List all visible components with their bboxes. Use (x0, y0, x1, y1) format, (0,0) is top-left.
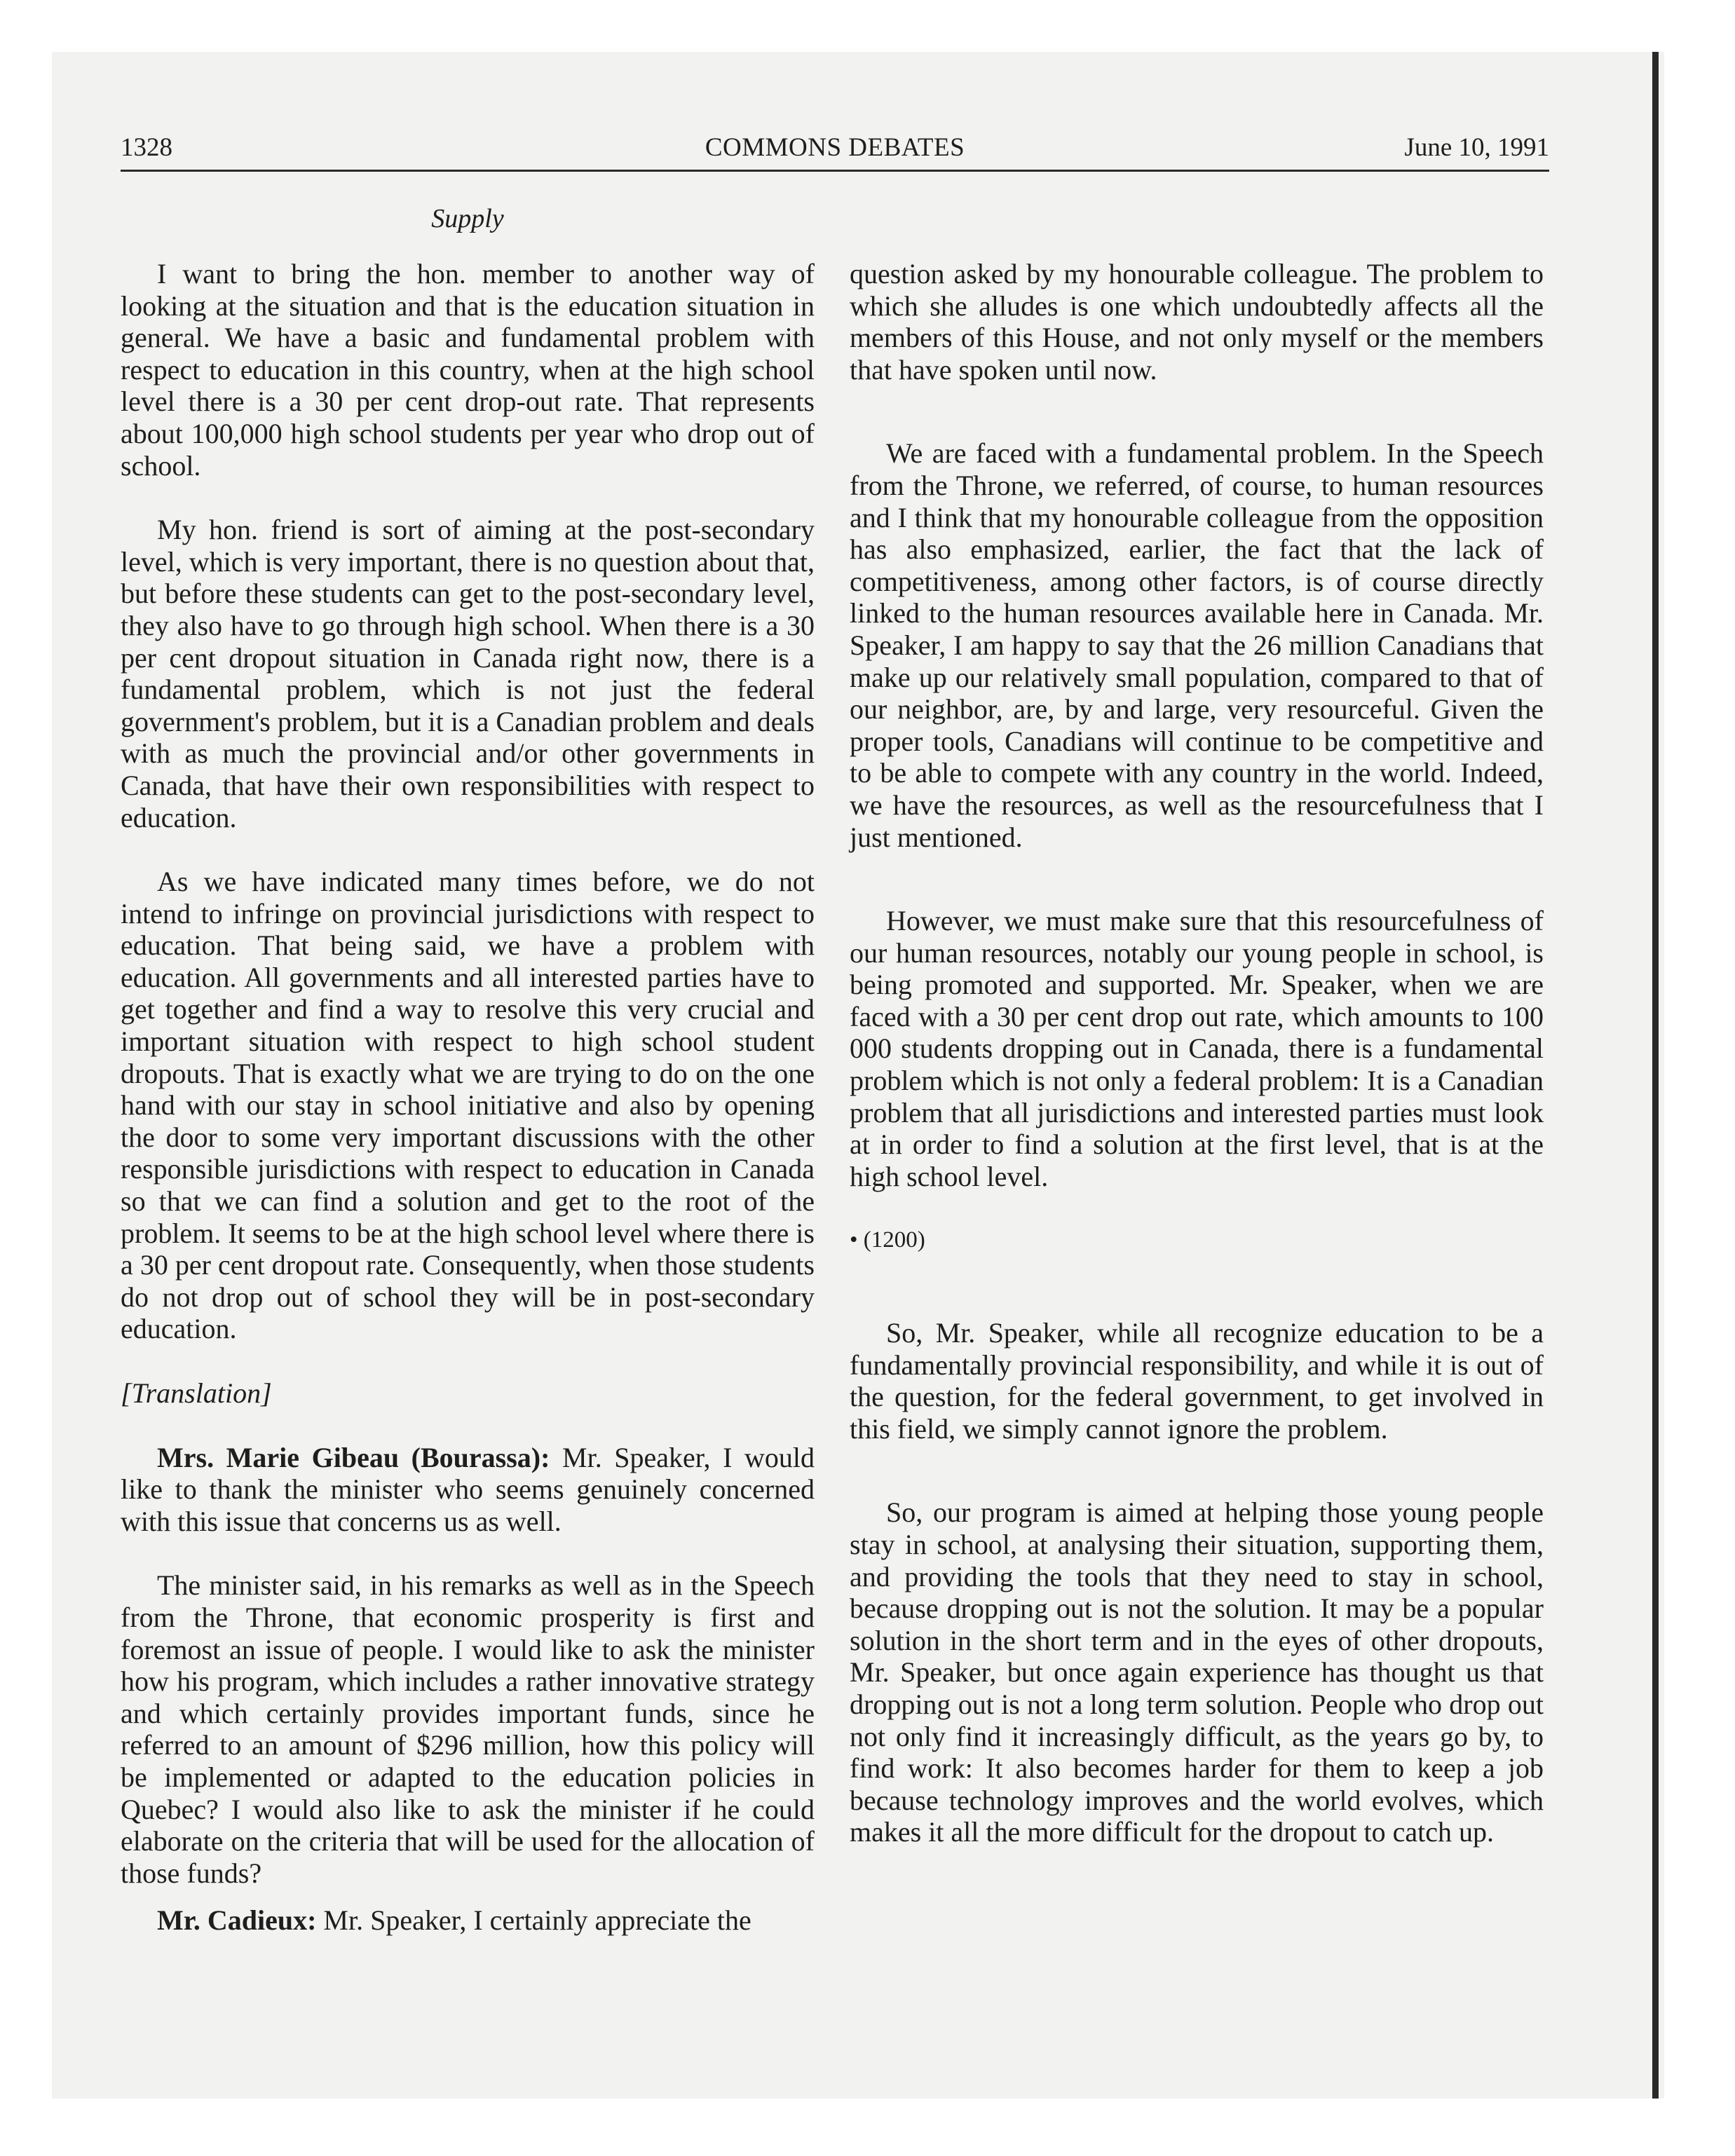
paragraph: I want to bring the hon. member to another way of looking at the situation and that is the education situation in general. We have a basic and fundamental problem with respect to education in this country, when at the high school level there is a 30 per cent drop-out rate. That represents about 100,000 high school students per year who drop out of school. (121, 258, 815, 482)
page-binding-edge (1652, 52, 1659, 2099)
paragraph: The minister said, in his remarks as well as in the Speech from the Throne, that economic prosperity is first and foremost an issue of people. I would like to ask the minister how his program, which includes a rather innovative strategy and which certainly provides important funds, since he referred to an amount of $296 million, how this policy will be implemented or adapted to the education policies in Quebec? I would also like to ask the minister if he could elaborate on the criteria that will be used for the allocation of those funds? (121, 1569, 815, 1889)
left-column (121, 258, 815, 1969)
paragraph: As we have indicated many times before, we do not intend to infringe on provincial jurisdictions with respect to education. That being said, we have a problem with education. All governments and all interested parties have to get together and find a way to resolve this very crucial and important situation with respect to high school student dropouts. That is exactly what we are trying to do on the one hand with our stay in school initiative and also by opening the door to some very important discussions with the other responsible jurisdictions with respect to education in Canada so that we can find a solution and get to the root of the problem. It seems to be at the high school level where there is a 30 per cent dropout rate. Consequently, when those students do not drop out of school they will be in post-secondary education. (121, 866, 815, 1345)
right-column (850, 258, 1544, 1881)
paragraph: So, Mr. Speaker, while all recognize education to be a fundamentally provincial responsibility, and while it is out of the question, for the federal government, to get involved in this field, we simply cannot ignore the problem. (850, 1317, 1544, 1445)
speaker-name: Mr. Cadieux: (157, 1904, 317, 1937)
translation-tag: [Translation] (121, 1377, 272, 1409)
publication-date: June 10, 1991 (1404, 133, 1549, 162)
paragraph: question asked by my honourable colleague. The problem to which she alludes is one which undoubtedly affects all the members of this House, and not only myself or the members that have spoken until now. (850, 258, 1544, 386)
speech-paragraph (121, 1442, 815, 1538)
paragraph: We are faced with a fundamental problem. In the Speech from the Throne, we referred, of course, to human resources and I think that my honourable colleague from the opposition has also emphasized, earlier, the fact that the lack of competitiveness, among other factors, is of course directly linked to the human resources available here in Canada. Mr. Speaker, I am happy to say that the 26 million Canadians that make up our relatively small population, compared to that of our neighbor, are, by and large, very resourceful. Given the proper tools, Canadians will continue to be competitive and to be able to compete with any country in the world. Indeed, we have the resources, as well as the resourcefulness that I just mentioned. (850, 437, 1544, 853)
paragraph: My hon. friend is sort of aiming at the post-secondary level, which is very important, there is no question about that, but before these students can get to the post-secondary level, they also have to go through high school. When there is a 30 per cent dropout situation in Canada right now, there is a fundamental problem, which is not just the federal government's problem, but it is a Canadian problem and deals with as much the provincial and/or other governments in Canada, that have their own responsibilities with respect to education. (121, 514, 815, 833)
paragraph: However, we must make sure that this resourcefulness of our human resources, notably our young people in school, is being promoted and supported. Mr. Speaker, when we are faced with a 30 per cent drop out rate, which amounts to 100 000 students dropping out in Canada, there is a fundamental problem which is not only a federal problem: It is a Canadian problem that all jurisdictions and interested parties must look at in order to find a solution at the first level, that is at the high school level. (850, 905, 1544, 1192)
speech-text: Mr. Speaker, I certainly appreciate the (323, 1904, 751, 1937)
speaker-name: Mrs. Marie Gibeau (Bourassa): (157, 1441, 550, 1473)
header-rule (121, 170, 1549, 172)
time-marker: • (1200) (850, 1227, 925, 1253)
section-title: Supply (431, 204, 504, 233)
page-header (121, 130, 1549, 172)
speech-text: Mr. Speaker, I would like to thank the minister who seems genuinely concerned with this issue that concerns us as well. (121, 1441, 815, 1537)
publication-title: COMMONS DEBATES (705, 133, 965, 162)
page-number: 1328 (121, 133, 172, 162)
speech-paragraph (121, 1904, 815, 1937)
paragraph: So, our program is aimed at helping those young people stay in school, at analysing their situation, supporting them, and providing the tools that they need to stay in school, because dropping out is not the solution. It may be a popular solution in the short term and in the eyes of other dropouts, Mr. Speaker, but once again experience has thought us that dropping out is not a long term solution. People who drop out not only find it increasingly difficult, as the years go by, to find work: It also becomes harder for them to keep a job because technology improves and the world evolves, which makes it all the more difficult for the dropout to catch up. (850, 1496, 1544, 1848)
